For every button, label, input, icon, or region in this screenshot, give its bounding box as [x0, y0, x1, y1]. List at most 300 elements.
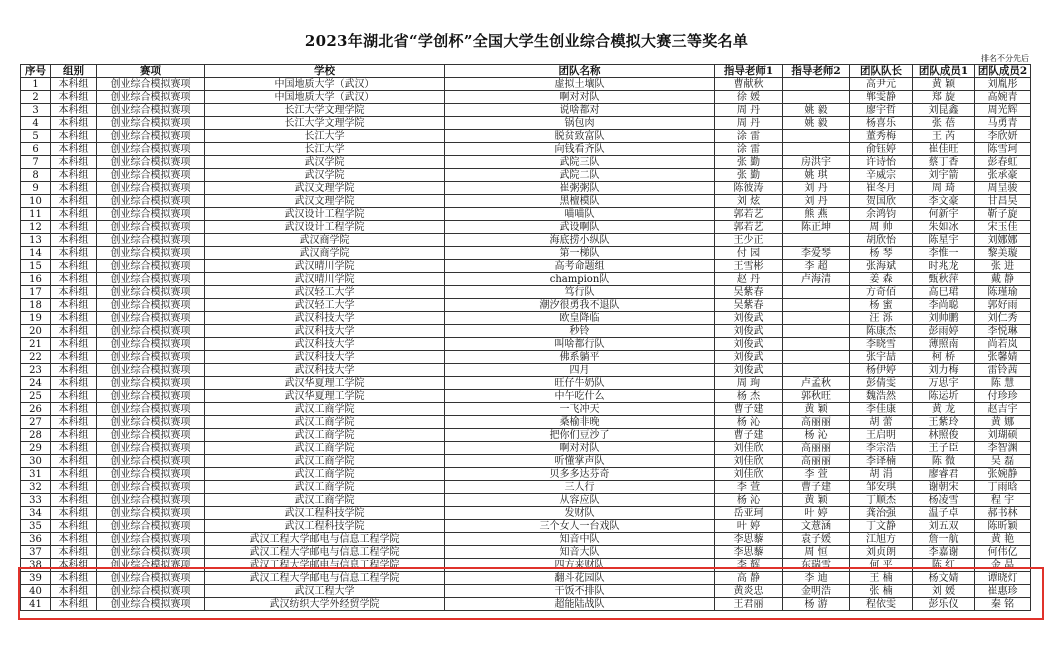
table-row: [21, 572, 1031, 585]
index-cell: 32: [21, 481, 51, 494]
member1-cell: 王紫玲: [913, 416, 975, 429]
advisor2-cell: [783, 299, 850, 312]
group-cell: 本科组: [51, 208, 97, 221]
advisor2-cell: [783, 286, 850, 299]
advisor1-cell: 曹子建: [715, 429, 783, 442]
column-header: 指导老师2: [783, 65, 850, 78]
index-cell: 30: [21, 455, 51, 468]
member1-cell: 陈运圻: [913, 390, 975, 403]
table-row: [21, 117, 1031, 130]
advisor2-cell: 黄 颖: [783, 494, 850, 507]
event-cell: 创业综合模拟赛项: [97, 520, 205, 533]
award-table: [20, 64, 1031, 611]
index-cell: 1: [21, 78, 51, 91]
table-row: [21, 130, 1031, 143]
table-row: [21, 299, 1031, 312]
member2-cell: 甘昌昊: [975, 195, 1031, 208]
school-cell: 武汉科技大学: [205, 338, 445, 351]
index-cell: 5: [21, 130, 51, 143]
event-cell: 创业综合模拟赛项: [97, 182, 205, 195]
member1-cell: 柯 桥: [913, 351, 975, 364]
table-row: [21, 169, 1031, 182]
team-name-cell: 知音中队: [445, 533, 715, 546]
member2-cell: 郝书林: [975, 507, 1031, 520]
advisor1-cell: 杨 杰: [715, 390, 783, 403]
advisor2-cell: 刘 丹: [783, 182, 850, 195]
team-name-cell: 佛系躺平: [445, 351, 715, 364]
member1-cell: 杨文婧: [913, 572, 975, 585]
advisor1-cell: 刘俊武: [715, 338, 783, 351]
member1-cell: 刘帅鹏: [913, 312, 975, 325]
table-row: [21, 325, 1031, 338]
member2-cell: 刘仁秀: [975, 312, 1031, 325]
team-name-cell: 海底捞小纵队: [445, 234, 715, 247]
school-cell: 武汉科技大学: [205, 325, 445, 338]
member2-cell: 戴 静: [975, 273, 1031, 286]
advisor2-cell: 叶 婷: [783, 507, 850, 520]
school-cell: 武汉文理学院: [205, 195, 445, 208]
group-cell: 本科组: [51, 403, 97, 416]
team-name-cell: 贝多多达芬奇: [445, 468, 715, 481]
event-cell: 创业综合模拟赛项: [97, 507, 205, 520]
school-cell: 武汉科技大学: [205, 351, 445, 364]
index-cell: 8: [21, 169, 51, 182]
index-cell: 25: [21, 390, 51, 403]
member2-cell: 张馨婧: [975, 351, 1031, 364]
team-name-cell: 笃行队: [445, 286, 715, 299]
member1-cell: 李文豪: [913, 195, 975, 208]
event-cell: 创业综合模拟赛项: [97, 533, 205, 546]
table-row: [21, 429, 1031, 442]
index-cell: 15: [21, 260, 51, 273]
school-cell: 武汉学院: [205, 169, 445, 182]
school-cell: 武汉工程大学邮电与信息工程学院: [205, 546, 445, 559]
index-cell: 2: [21, 91, 51, 104]
index-cell: 27: [21, 416, 51, 429]
advisor2-cell: 金明浩: [783, 585, 850, 598]
group-cell: 本科组: [51, 481, 97, 494]
table-row: [21, 364, 1031, 377]
team-name-cell: 武院二队: [445, 169, 715, 182]
group-cell: 本科组: [51, 325, 97, 338]
advisor1-cell: 曹子建: [715, 403, 783, 416]
index-cell: 16: [21, 273, 51, 286]
member1-cell: 李尚聪: [913, 299, 975, 312]
table-row: [21, 221, 1031, 234]
event-cell: 创业综合模拟赛项: [97, 377, 205, 390]
team-name-cell: 崔粥粥队: [445, 182, 715, 195]
member2-cell: 尚若岚: [975, 338, 1031, 351]
member2-cell: 郭好雨: [975, 299, 1031, 312]
advisor1-cell: 岳亚珂: [715, 507, 783, 520]
member2-cell: 陈瑾瑜: [975, 286, 1031, 299]
event-cell: 创业综合模拟赛项: [97, 390, 205, 403]
member1-cell: 廖睿君: [913, 468, 975, 481]
captain-cell: 董秀梅: [850, 130, 913, 143]
advisor2-cell: [783, 364, 850, 377]
column-header: 组别: [51, 65, 97, 78]
advisor2-cell: 熊 燕: [783, 208, 850, 221]
member2-cell: 周呈骏: [975, 182, 1031, 195]
event-cell: 创业综合模拟赛项: [97, 455, 205, 468]
school-cell: 武汉工程大学邮电与信息工程学院: [205, 533, 445, 546]
school-cell: 武汉华夏理工学院: [205, 377, 445, 390]
school-cell: 长江大学文理学院: [205, 117, 445, 130]
index-cell: 23: [21, 364, 51, 377]
advisor1-cell: 刘俊武: [715, 351, 783, 364]
captain-cell: 彭倩雯: [850, 377, 913, 390]
advisor1-cell: 曹献秋: [715, 78, 783, 91]
table-row: [21, 390, 1031, 403]
member2-cell: 陈雪珂: [975, 143, 1031, 156]
event-cell: 创业综合模拟赛项: [97, 234, 205, 247]
column-header: 学校: [205, 65, 445, 78]
advisor2-cell: 高丽丽: [783, 416, 850, 429]
member1-cell: 崔佳旺: [913, 143, 975, 156]
advisor1-cell: 张 勤: [715, 169, 783, 182]
event-cell: 创业综合模拟赛项: [97, 585, 205, 598]
school-cell: 长江大学文理学院: [205, 104, 445, 117]
member2-cell: 黄 艳: [975, 533, 1031, 546]
advisor2-cell: 刘 丹: [783, 195, 850, 208]
team-name-cell: 喵喵队: [445, 208, 715, 221]
group-cell: 本科组: [51, 299, 97, 312]
event-cell: 创业综合模拟赛项: [97, 286, 205, 299]
index-cell: 40: [21, 585, 51, 598]
school-cell: 武汉设计工程学院: [205, 221, 445, 234]
event-cell: 创业综合模拟赛项: [97, 598, 205, 611]
table-row: [21, 286, 1031, 299]
team-name-cell: 叫啥都行队: [445, 338, 715, 351]
page-title: 2023年湖北省“学创杯”全国大学生创业综合模拟大赛三等奖名单: [304, 32, 749, 50]
event-cell: 创业综合模拟赛项: [97, 559, 205, 572]
column-header: 团队队长: [850, 65, 913, 78]
event-cell: 创业综合模拟赛项: [97, 351, 205, 364]
table-row: [21, 195, 1031, 208]
event-cell: 创业综合模拟赛项: [97, 273, 205, 286]
group-cell: 本科组: [51, 585, 97, 598]
event-cell: 创业综合模拟赛项: [97, 364, 205, 377]
index-cell: 38: [21, 559, 51, 572]
member1-cell: 黄 龙: [913, 403, 975, 416]
table-row: [21, 494, 1031, 507]
advisor1-cell: 付 园: [715, 247, 783, 260]
school-cell: 武汉华夏理工学院: [205, 390, 445, 403]
member2-cell: 刘娜娜: [975, 234, 1031, 247]
index-cell: 4: [21, 117, 51, 130]
index-cell: 21: [21, 338, 51, 351]
event-cell: 创业综合模拟赛项: [97, 117, 205, 130]
group-cell: 本科组: [51, 247, 97, 260]
advisor1-cell: 周 丹: [715, 117, 783, 130]
event-cell: 创业综合模拟赛项: [97, 299, 205, 312]
event-cell: 创业综合模拟赛项: [97, 494, 205, 507]
captain-cell: 辛威宗: [850, 169, 913, 182]
school-cell: 武汉工程大学邮电与信息工程学院: [205, 559, 445, 572]
advisor1-cell: 李 辉: [715, 559, 783, 572]
member2-cell: 付珍珍: [975, 390, 1031, 403]
group-cell: 本科组: [51, 494, 97, 507]
member2-cell: 靳子旋: [975, 208, 1031, 221]
captain-cell: 张海斌: [850, 260, 913, 273]
group-cell: 本科组: [51, 533, 97, 546]
group-cell: 本科组: [51, 442, 97, 455]
table-row: [21, 546, 1031, 559]
group-cell: 本科组: [51, 234, 97, 247]
school-cell: 武汉工商学院: [205, 403, 445, 416]
event-cell: 创业综合模拟赛项: [97, 130, 205, 143]
captain-cell: 高尹元: [850, 78, 913, 91]
advisor2-cell: 李 萱: [783, 468, 850, 481]
member1-cell: 刘昆鑫: [913, 104, 975, 117]
team-name-cell: 知音大队: [445, 546, 715, 559]
school-cell: 武汉轻工大学: [205, 286, 445, 299]
captain-cell: 崔冬月: [850, 182, 913, 195]
advisor1-cell: 杨 沁: [715, 494, 783, 507]
member2-cell: 黄 娜: [975, 416, 1031, 429]
index-cell: 28: [21, 429, 51, 442]
group-cell: 本科组: [51, 390, 97, 403]
member1-cell: 林照俊: [913, 429, 975, 442]
captain-cell: 李宗浩: [850, 442, 913, 455]
member2-cell: 陈昕颖: [975, 520, 1031, 533]
group-cell: 本科组: [51, 130, 97, 143]
advisor1-cell: 陈彼涛: [715, 182, 783, 195]
index-cell: 24: [21, 377, 51, 390]
advisor2-cell: 李 超: [783, 260, 850, 273]
index-cell: 6: [21, 143, 51, 156]
index-cell: 9: [21, 182, 51, 195]
advisor1-cell: 张 勤: [715, 156, 783, 169]
group-cell: 本科组: [51, 117, 97, 130]
group-cell: 本科组: [51, 312, 97, 325]
advisor1-cell: 赵 丹: [715, 273, 783, 286]
advisor2-cell: 高丽丽: [783, 442, 850, 455]
team-name-cell: 啊对对队: [445, 442, 715, 455]
group-cell: 本科组: [51, 195, 97, 208]
group-cell: 本科组: [51, 351, 97, 364]
table-row: [21, 403, 1031, 416]
column-header: 赛项: [97, 65, 205, 78]
member1-cell: 杨凌雪: [913, 494, 975, 507]
index-cell: 11: [21, 208, 51, 221]
group-cell: 本科组: [51, 143, 97, 156]
school-cell: 武汉工商学院: [205, 481, 445, 494]
school-cell: 武汉商学院: [205, 247, 445, 260]
event-cell: 创业综合模拟赛项: [97, 338, 205, 351]
advisor1-cell: 王少正: [715, 234, 783, 247]
group-cell: 本科组: [51, 429, 97, 442]
event-cell: 创业综合模拟赛项: [97, 156, 205, 169]
event-cell: 创业综合模拟赛项: [97, 468, 205, 481]
index-cell: 12: [21, 221, 51, 234]
team-name-cell: 发财队: [445, 507, 715, 520]
column-header: 团队成员2: [975, 65, 1031, 78]
member1-cell: 詹一航: [913, 533, 975, 546]
index-cell: 19: [21, 312, 51, 325]
table-row: [21, 78, 1031, 91]
school-cell: 武汉商学院: [205, 234, 445, 247]
advisor1-cell: 刘俊武: [715, 364, 783, 377]
index-cell: 33: [21, 494, 51, 507]
captain-cell: 胡 蕾: [850, 416, 913, 429]
table-row: [21, 260, 1031, 273]
captain-cell: 李佳康: [850, 403, 913, 416]
index-cell: 31: [21, 468, 51, 481]
team-name-cell: 虚拟土壤队: [445, 78, 715, 91]
event-cell: 创业综合模拟赛项: [97, 312, 205, 325]
school-cell: 武汉工商学院: [205, 455, 445, 468]
captain-cell: 丁文静: [850, 520, 913, 533]
member2-cell: 刘瑚硕: [975, 429, 1031, 442]
index-cell: 29: [21, 442, 51, 455]
team-name-cell: 桑榆非晚: [445, 416, 715, 429]
advisor2-cell: [783, 130, 850, 143]
advisor1-cell: 郭若艺: [715, 208, 783, 221]
table-row: [21, 156, 1031, 169]
index-cell: 41: [21, 598, 51, 611]
event-cell: 创业综合模拟赛项: [97, 442, 205, 455]
advisor1-cell: 王雪彬: [715, 260, 783, 273]
advisor2-cell: [783, 234, 850, 247]
group-cell: 本科组: [51, 468, 97, 481]
captain-cell: 程依雯: [850, 598, 913, 611]
member2-cell: 刘胤彤: [975, 78, 1031, 91]
table-row: [21, 507, 1031, 520]
member1-cell: 王子臣: [913, 442, 975, 455]
index-cell: 17: [21, 286, 51, 299]
member2-cell: 谭晓灯: [975, 572, 1031, 585]
event-cell: 创业综合模拟赛项: [97, 247, 205, 260]
index-cell: 3: [21, 104, 51, 117]
school-cell: 武汉设计工程学院: [205, 208, 445, 221]
advisor2-cell: 姚 毅: [783, 117, 850, 130]
captain-cell: 许诗怡: [850, 156, 913, 169]
advisor2-cell: 姚 毅: [783, 104, 850, 117]
captain-cell: 胡欣怡: [850, 234, 913, 247]
captain-cell: 方奇佰: [850, 286, 913, 299]
group-cell: 本科组: [51, 91, 97, 104]
event-cell: 创业综合模拟赛项: [97, 546, 205, 559]
index-cell: 35: [21, 520, 51, 533]
school-cell: 武汉科技大学: [205, 364, 445, 377]
event-cell: 创业综合模拟赛项: [97, 195, 205, 208]
member1-cell: 郑 旋: [913, 91, 975, 104]
event-cell: 创业综合模拟赛项: [97, 481, 205, 494]
event-cell: 创业综合模拟赛项: [97, 169, 205, 182]
advisor2-cell: 房洪宇: [783, 156, 850, 169]
advisor2-cell: 卢海清: [783, 273, 850, 286]
table-row: [21, 338, 1031, 351]
school-cell: 武汉科技大学: [205, 312, 445, 325]
school-cell: 武汉工程科技学院: [205, 520, 445, 533]
group-cell: 本科组: [51, 156, 97, 169]
group-cell: 本科组: [51, 455, 97, 468]
index-cell: 18: [21, 299, 51, 312]
member2-cell: 张承豪: [975, 169, 1031, 182]
member2-cell: 崔惠珍: [975, 585, 1031, 598]
school-cell: 武汉工商学院: [205, 468, 445, 481]
member2-cell: 何伟亿: [975, 546, 1031, 559]
captain-cell: 余鸿钧: [850, 208, 913, 221]
index-cell: 10: [21, 195, 51, 208]
captain-cell: 张 楠: [850, 585, 913, 598]
member2-cell: 高婉青: [975, 91, 1031, 104]
table-row: [21, 455, 1031, 468]
advisor1-cell: 刘佳欣: [715, 455, 783, 468]
school-cell: 武汉工程大学: [205, 585, 445, 598]
index-cell: 14: [21, 247, 51, 260]
team-name-cell: 四月: [445, 364, 715, 377]
member1-cell: 刘力梅: [913, 364, 975, 377]
table-row: [21, 520, 1031, 533]
event-cell: 创业综合模拟赛项: [97, 416, 205, 429]
group-cell: 本科组: [51, 260, 97, 273]
index-cell: 20: [21, 325, 51, 338]
captain-cell: 邹安琪: [850, 481, 913, 494]
captain-cell: 王 楠: [850, 572, 913, 585]
school-cell: 武汉纺织大学外经贸学院: [205, 598, 445, 611]
member2-cell: 李智渊: [975, 442, 1031, 455]
group-cell: 本科组: [51, 598, 97, 611]
team-name-cell: 一飞冲天: [445, 403, 715, 416]
advisor1-cell: 黄炎忠: [715, 585, 783, 598]
advisor2-cell: 陈正坤: [783, 221, 850, 234]
table-row: [21, 351, 1031, 364]
group-cell: 本科组: [51, 520, 97, 533]
member1-cell: 刘 媛: [913, 585, 975, 598]
advisor2-cell: [783, 325, 850, 338]
advisor2-cell: 袁子媛: [783, 533, 850, 546]
captain-cell: 何 平: [850, 559, 913, 572]
group-cell: 本科组: [51, 78, 97, 91]
index-cell: 39: [21, 572, 51, 585]
event-cell: 创业综合模拟赛项: [97, 104, 205, 117]
team-name-cell: 啊对对队: [445, 91, 715, 104]
member1-cell: 李惟一: [913, 247, 975, 260]
table-row: [21, 481, 1031, 494]
school-cell: 长江大学: [205, 130, 445, 143]
member1-cell: 周 琦: [913, 182, 975, 195]
advisor2-cell: [783, 312, 850, 325]
advisor1-cell: 周 丹: [715, 104, 783, 117]
member1-cell: 陈 微: [913, 455, 975, 468]
advisor2-cell: 郭秋旺: [783, 390, 850, 403]
advisor2-cell: 杨 沁: [783, 429, 850, 442]
table-row: [21, 312, 1031, 325]
advisor1-cell: 涂 雷: [715, 130, 783, 143]
advisor1-cell: 李思藜: [715, 546, 783, 559]
table-row: [21, 247, 1031, 260]
group-cell: 本科组: [51, 572, 97, 585]
member2-cell: 张 进: [975, 260, 1031, 273]
event-cell: 创业综合模拟赛项: [97, 221, 205, 234]
advisor1-cell: 吴紫春: [715, 299, 783, 312]
member2-cell: 黎美璇: [975, 247, 1031, 260]
advisor2-cell: 高丽丽: [783, 455, 850, 468]
group-cell: 本科组: [51, 546, 97, 559]
team-name-cell: 把你们豆沙了: [445, 429, 715, 442]
member2-cell: 马勇青: [975, 117, 1031, 130]
column-header: 团队名称: [445, 65, 715, 78]
member2-cell: 陈 慧: [975, 377, 1031, 390]
advisor1-cell: 吴紫春: [715, 286, 783, 299]
table-row: [21, 143, 1031, 156]
school-cell: 武汉工程科技学院: [205, 507, 445, 520]
team-name-cell: 四方来财队: [445, 559, 715, 572]
member1-cell: 万思宇: [913, 377, 975, 390]
advisor2-cell: 姚 琪: [783, 169, 850, 182]
